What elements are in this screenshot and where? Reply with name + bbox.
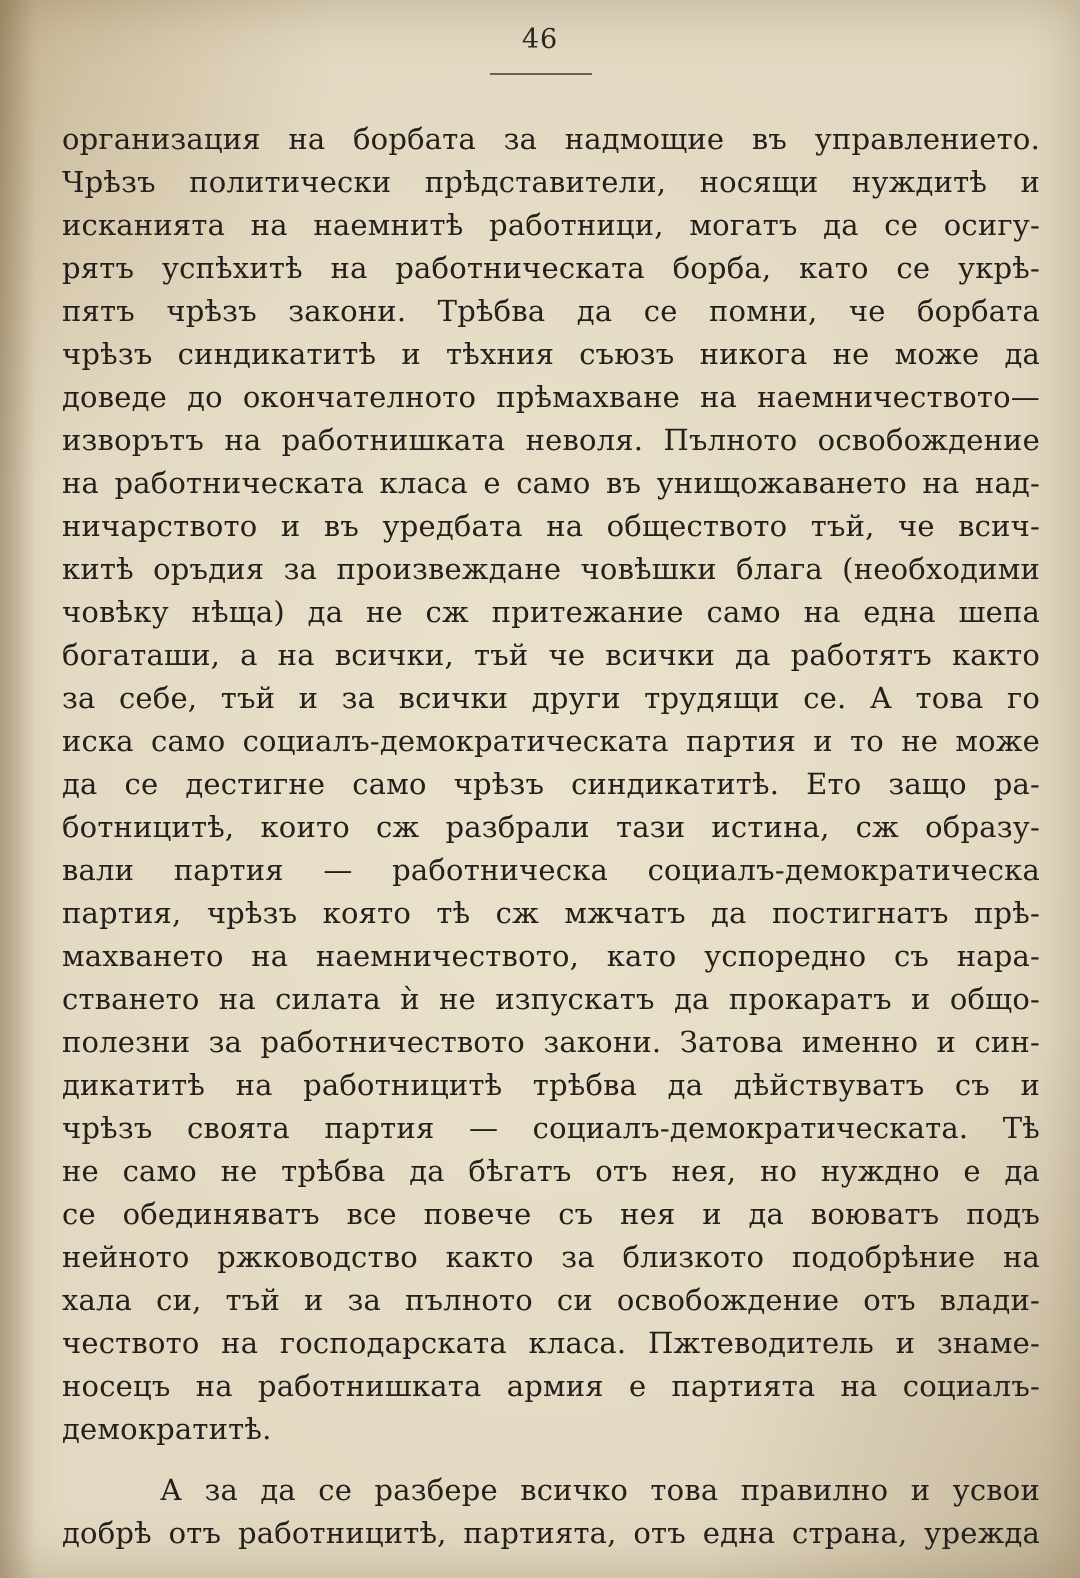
text-line: вали партия — работническа социалъ-демократическа — [62, 853, 1040, 887]
header-rule — [490, 73, 592, 75]
text-line: ничарството и въ уредбата на обществото тъй, че всич- — [62, 509, 1040, 543]
text-line: дикатитѣ на работницитѣ трѣбва да дѣйствуватъ съ и — [62, 1068, 1040, 1102]
text-line: полезни за работничеството закони. Затова именно и син- — [62, 1025, 1040, 1059]
text-line: исканията на наемнитѣ работници, могатъ да се осигу- — [62, 208, 1040, 242]
paragraph-gap — [62, 1451, 1040, 1469]
text-line: китѣ оръдия за произвеждане човѣшки блага (необходими — [62, 552, 1040, 586]
text-line: добрѣ отъ работницитѣ, партията, отъ една страна, урежда — [62, 1516, 1040, 1550]
text-line: пятъ чрѣзъ закони. Трѣбва да се помни, че борбата — [62, 294, 1040, 328]
text-line: да се дестигне само чрѣзъ синдикатитѣ. Ето защо ра- — [62, 767, 1040, 801]
page-number: 46 — [521, 24, 559, 55]
text-line: нейното ржководство както за близкото подобрѣние на — [62, 1240, 1040, 1274]
text-line: партия, чрѣзъ която тѣ сж мжчатъ да постигнатъ прѣ- — [62, 896, 1040, 930]
text-line: се обединяватъ все повече съ нея и да воюватъ подъ — [62, 1197, 1040, 1231]
text-line: чрѣзъ синдикатитѣ и тѣхния съюзъ никога не може да — [62, 337, 1040, 371]
page-spine-shadow — [0, 0, 36, 1578]
text-line: стването на силата ѝ не изпускатъ да прокаратъ и общо- — [62, 982, 1040, 1016]
text-line: рятъ успѣхитѣ на работническата борба, като се укрѣ- — [62, 251, 1040, 285]
paragraph-2 — [62, 1469, 1040, 1555]
text-line: чеството на господарската класа. Пжтеводитель и знаме- — [62, 1326, 1040, 1360]
text-line: махването на наемничеството, като успоредно съ нара- — [62, 939, 1040, 973]
text-line: А за да се разбере всичко това правилно и усвои — [160, 1473, 1040, 1507]
text-line: на работническата класа е само въ унищожаването на над- — [62, 466, 1040, 500]
text-line: носецъ на работнишката армия е партията на социалъ- — [62, 1369, 1040, 1403]
text-line: Чрѣзъ политически прѣдставители, носящи нуждитѣ и — [62, 165, 1040, 199]
text-line: хала си, тъй и за пълното си освобождение отъ влади- — [62, 1283, 1040, 1317]
text-line: ботницитѣ, които сж разбрали тази истина, сж образу- — [62, 810, 1040, 844]
text-line: изворътъ на работнишката неволя. Пълното освобождение — [62, 423, 1040, 457]
text-line: богаташи, а на всички, тъй че всички да работятъ както — [62, 638, 1040, 672]
text-line: не само не трѣбва да бѣгатъ отъ нея, но нуждно е да — [62, 1154, 1040, 1188]
text-line: иска само социалъ-демократическата партия и то не може — [62, 724, 1040, 758]
text-line: човѣку нѣща) да не сж притежание само на една шепа — [62, 595, 1040, 629]
text-line: организация на борбата за надмощие въ управлението. — [62, 122, 1040, 156]
text-line: демократитѣ. — [62, 1412, 272, 1446]
text-body — [62, 118, 1040, 1555]
text-line: чрѣзъ своята партия — социалъ-демократическата. Тѣ — [62, 1111, 1040, 1145]
text-line: доведе до окончателното прѣмахване на наемничеството— — [62, 380, 1040, 414]
text-line: за себе, тъй и за всички други трудящи се. А това го — [62, 681, 1040, 715]
paragraph-1 — [62, 118, 1040, 1451]
